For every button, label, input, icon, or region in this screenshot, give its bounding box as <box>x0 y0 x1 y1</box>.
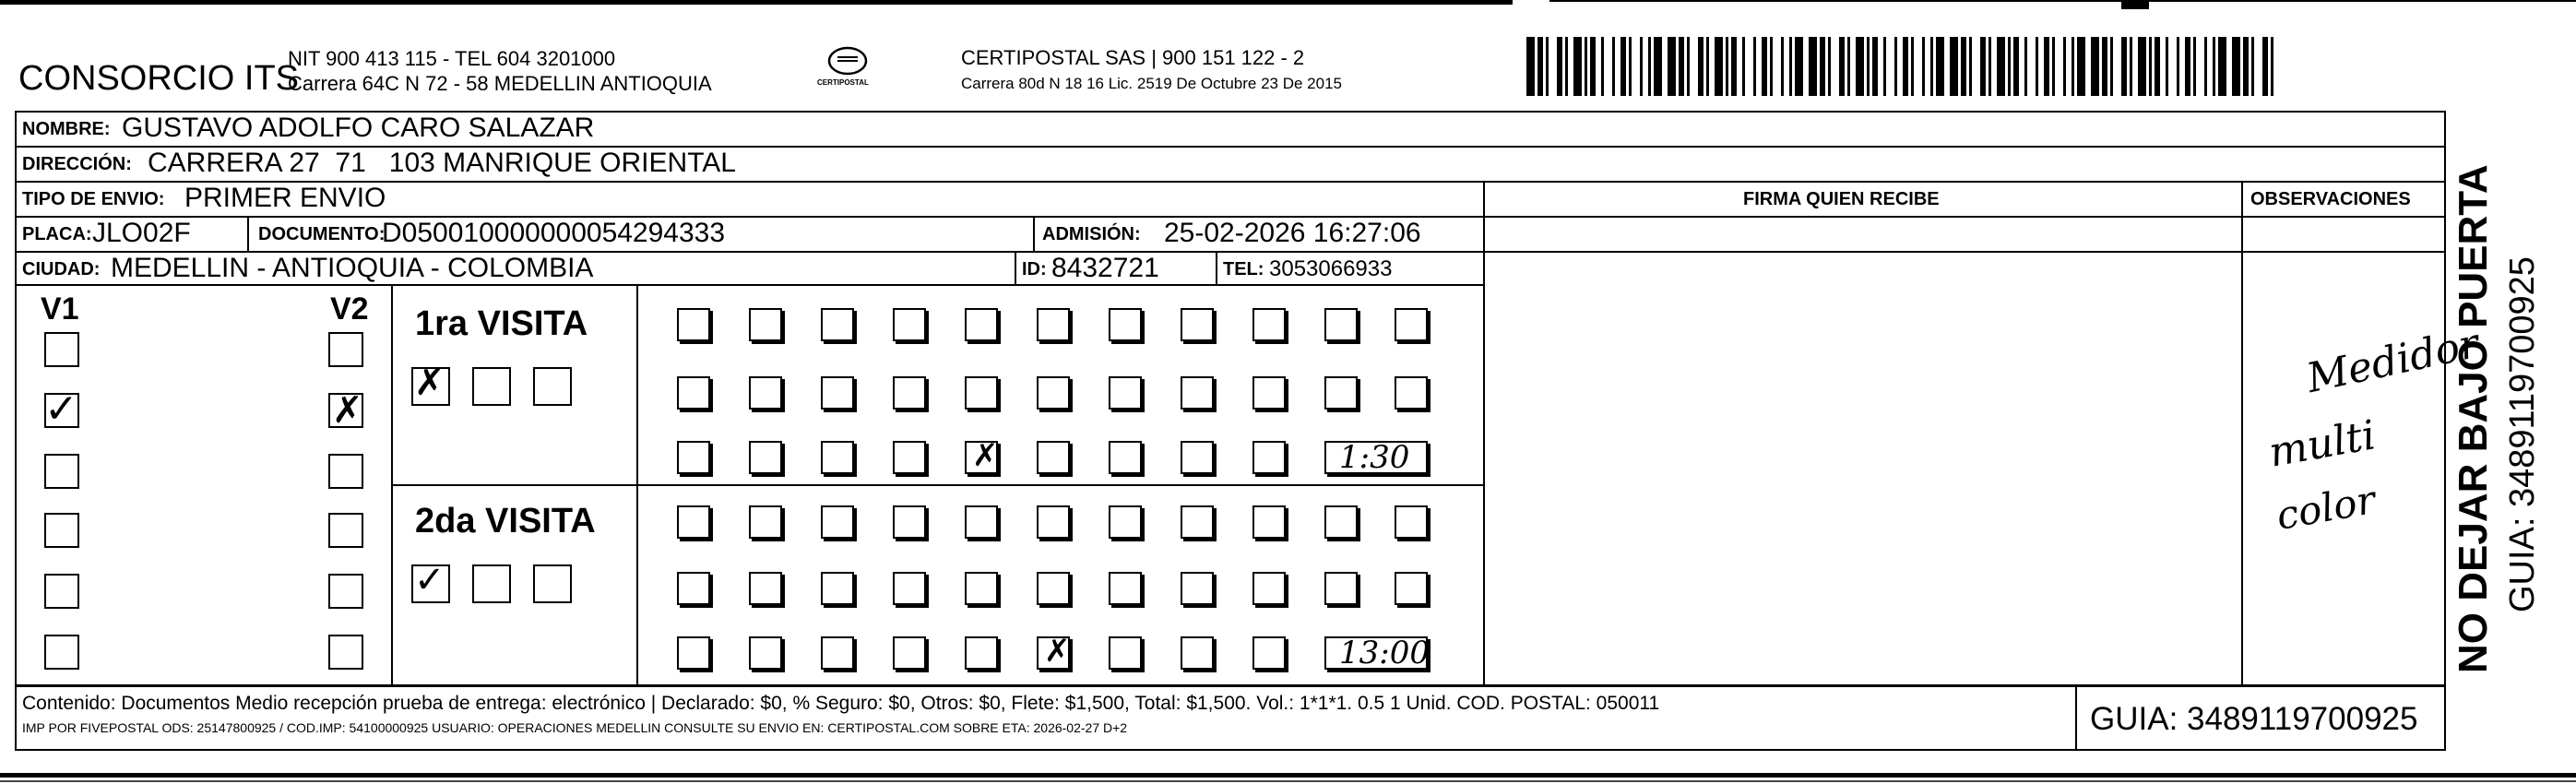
visit2-month-box[interactable] <box>411 559 450 603</box>
visit-separator <box>391 484 1485 486</box>
barcode-bar <box>1809 37 1817 96</box>
col-footer-guia <box>2075 684 2077 751</box>
cross-mark-icon: ✗ <box>972 437 999 474</box>
barcode-bar <box>2271 37 2273 96</box>
barcode-bar <box>2013 37 2019 96</box>
direccion-value: CARRERA 27 71 103 MANRIQUE ORIENTAL <box>148 148 736 178</box>
barcode-bar <box>1526 37 1535 96</box>
col-firma <box>1483 181 1485 686</box>
visit2-day-box[interactable] <box>749 505 782 539</box>
cross-mark-icon: ✗ <box>332 389 363 432</box>
barcode-bar <box>1668 37 1676 96</box>
visit1-day-box[interactable] <box>1037 441 1070 474</box>
company-nit: NIT 900 413 115 - TEL 604 3201000 <box>288 47 616 70</box>
bottom-edge-line <box>0 773 2576 778</box>
barcode-bar <box>2262 37 2268 96</box>
visit2-month-box[interactable] <box>472 564 511 603</box>
col-admision <box>1033 216 1035 251</box>
ciudad-value: MEDELLIN - ANTIOQUIA - COLOMBIA <box>111 253 594 283</box>
placa-value: JLO02F <box>92 218 191 248</box>
visit1-day-box[interactable] <box>1324 308 1358 341</box>
barcode-bar <box>1679 37 1684 96</box>
handwriting-line-2: multi <box>2265 411 2380 477</box>
barcode-bar <box>1936 37 1944 96</box>
visit1-day-box[interactable] <box>1395 376 1428 410</box>
barcode-bar <box>1629 37 1632 96</box>
status-v2-box[interactable] <box>328 635 363 670</box>
visit1-day-box[interactable] <box>1109 308 1142 341</box>
id-label: ID: <box>1022 259 1047 279</box>
admision-value: 25-02-2026 16:27:06 <box>1164 218 1421 248</box>
visit2-day-box[interactable] <box>749 572 782 605</box>
status-v2-box[interactable] <box>328 454 363 489</box>
visit2-day-box[interactable] <box>1109 505 1142 539</box>
nombre-value: GUSTAVO ADOLFO CARO SALAZAR <box>122 113 595 143</box>
barcode-bar <box>2177 37 2179 96</box>
top-edge-line-right <box>1549 0 2576 2</box>
visit1-day-box[interactable] <box>1109 441 1142 474</box>
status-v2-box[interactable] <box>328 513 363 548</box>
barcode-bar <box>1654 37 1662 96</box>
certipostal-logo <box>815 42 880 98</box>
barcode-bar <box>2024 37 2027 96</box>
barcode-bar <box>1961 37 1966 96</box>
barcode-bar <box>2110 37 2113 96</box>
row-line <box>1485 251 2446 253</box>
barcode-bar <box>1856 37 1864 96</box>
barcode-bar <box>2232 37 2240 96</box>
visit2-day-box[interactable] <box>893 505 926 539</box>
visit1-day-box[interactable] <box>1181 441 1214 474</box>
status-v2-box[interactable] <box>328 574 363 609</box>
footer-contenido: Contenido: Documentos Medio recepción prueba de entrega: electrónico | Declarado: $0, % Seguro: $0, Otros: $0, Flete: $1,500, Total: $1,500. Vol.: 1*1*1. 0.5 1 Unid. COD. POSTAL: 050011 <box>22 693 1660 714</box>
documento-value: D050010000000054294333 <box>382 218 726 248</box>
footer-imp: IMP POR FIVEPOSTAL ODS: 25147800925 / COD.IMP: 54100000925 USUARIO: OPERACIONES MEDELLIN CONSULTE SU ENVIO EN: CERTIPOSTAL.COM SOBRE ETA: 2026-02-27 D+2 <box>22 720 1128 735</box>
visit1-day-box[interactable] <box>1252 441 1286 474</box>
id-value: 8432721 <box>1051 253 1159 283</box>
check-mark-icon: ✓ <box>44 386 78 433</box>
visit2-day-box[interactable] <box>821 636 854 670</box>
visit1-day-box[interactable] <box>1252 308 1286 341</box>
barcode-bar <box>2102 37 2107 96</box>
visit2-day-box[interactable] <box>1181 505 1214 539</box>
visit2-day-box[interactable] <box>749 636 782 670</box>
visit1-day-box[interactable] <box>1109 376 1142 410</box>
barcode-bar <box>1687 37 1690 96</box>
barcode-bar <box>2251 37 2254 96</box>
barcode-bar <box>1795 37 1803 96</box>
barcode-bar <box>2121 37 2127 96</box>
barcode-bar <box>1546 37 1549 96</box>
visit2-day-box[interactable] <box>1181 636 1214 670</box>
second-visit-title: 2da VISITA <box>415 502 596 540</box>
visit1-month-box[interactable] <box>411 362 450 406</box>
visit2-day-box[interactable] <box>893 636 926 670</box>
barcode-bar <box>1537 37 1543 96</box>
barcode-bar <box>2155 37 2160 96</box>
visit1-day-box[interactable] <box>821 376 854 410</box>
visit2-day-box[interactable] <box>1324 572 1358 605</box>
visit1-time-box[interactable] <box>1324 441 1428 474</box>
tipo-envio-label: TIPO DE ENVIO: <box>22 189 165 209</box>
col-placa <box>247 216 249 251</box>
barcode-bar <box>1715 37 1723 96</box>
barcode-bar <box>1894 37 1897 96</box>
barcode-bar <box>1640 37 1643 96</box>
barcode-bar <box>1872 37 1878 96</box>
tipo-envio-value: PRIMER ENVIO <box>184 183 386 213</box>
visit2-day-box[interactable] <box>677 572 710 605</box>
top-right-mark <box>2121 2 2149 9</box>
v1-header: V1 <box>41 291 79 327</box>
barcode-bar <box>1847 37 1850 96</box>
visit2-day-box[interactable] <box>1252 636 1286 670</box>
barcode-bar <box>1557 37 1562 96</box>
barcode-bar <box>1820 37 1825 96</box>
visit2-day-box[interactable] <box>1109 636 1142 670</box>
direccion-label: DIRECCIÓN: <box>22 154 132 174</box>
barcode-bar <box>1922 37 1925 96</box>
barcode-bar <box>2036 37 2038 96</box>
handwriting-line-3: color <box>2273 477 2379 539</box>
visit2-day-box[interactable] <box>1037 505 1070 539</box>
barcode-bar <box>1828 37 1831 96</box>
visit2-day-box[interactable] <box>821 505 854 539</box>
firma-label: FIRMA QUIEN RECIBE <box>1743 189 1940 209</box>
status-v2-box[interactable] <box>328 389 363 432</box>
tel-value: 3053066933 <box>1269 256 1393 281</box>
top-edge-line <box>0 0 1513 5</box>
v2-header: V2 <box>330 291 369 327</box>
barcode-bar <box>1789 37 1792 96</box>
visit1-day-box[interactable] <box>893 308 926 341</box>
barcode-bar <box>1969 37 1972 96</box>
barcode <box>1526 37 2273 96</box>
visit2-day-box[interactable] <box>1037 633 1071 670</box>
barcode-bar <box>1997 37 2005 96</box>
visit2-day-box[interactable] <box>1324 505 1358 539</box>
certipostal-name: CERTIPOSTAL SAS | 900 151 122 - 2 <box>961 46 1305 69</box>
barcode-bar <box>1930 37 1933 96</box>
visit1-day-box[interactable] <box>821 441 854 474</box>
barcode-bar <box>2008 37 2011 96</box>
visit2-day-box[interactable] <box>1252 572 1286 605</box>
admision-label: ADMISIÓN: <box>1042 224 1141 244</box>
barcode-bar <box>2193 37 2196 96</box>
visit2-day-box[interactable] <box>1181 572 1214 605</box>
visit1-day-box[interactable] <box>677 308 710 341</box>
status-v1-box[interactable] <box>44 454 79 489</box>
logo-text: CERTIPOSTAL <box>817 78 869 87</box>
cross-mark-icon: ✗ <box>414 362 445 404</box>
status-v1-box[interactable] <box>44 574 79 609</box>
visit1-day-box[interactable] <box>1395 308 1428 341</box>
barcode-bar <box>1565 37 1568 96</box>
visit1-day-box[interactable] <box>677 376 710 410</box>
certipostal-address: Carrera 80d N 18 16 Lic. 2519 De Octubre 23 De 2015 <box>961 75 1342 92</box>
status-v1-box[interactable] <box>44 386 79 433</box>
barcode-bar <box>2213 37 2215 96</box>
barcode-bar <box>1706 37 1709 96</box>
barcode-bar <box>2149 37 2152 96</box>
barcode-bar <box>1883 37 1886 96</box>
visit2-day-box[interactable] <box>965 572 998 605</box>
barcode-bar <box>1903 37 1908 96</box>
visit1-day-box[interactable] <box>1324 376 1358 410</box>
visit1-day-box[interactable] <box>1037 376 1070 410</box>
visit1-day-box[interactable] <box>749 308 782 341</box>
barcode-bar <box>2063 37 2066 96</box>
visit1-day-box[interactable] <box>965 376 998 410</box>
check-mark-icon: ✓ <box>414 559 445 601</box>
status-v2-box[interactable] <box>328 332 363 367</box>
barcode-bar <box>2052 37 2055 96</box>
visit2-day-box[interactable] <box>1109 572 1142 605</box>
barcode-bar <box>1612 37 1615 96</box>
footer-guia: GUIA: 3489119700925 <box>2090 701 2418 737</box>
status-v1-box[interactable] <box>44 635 79 670</box>
visit1-day-box[interactable] <box>965 437 999 474</box>
tel-label: TEL: <box>1223 259 1264 279</box>
visit1-month-box[interactable] <box>472 367 511 406</box>
visit2-month-box[interactable] <box>533 564 572 603</box>
visit2-day-box[interactable] <box>1037 572 1070 605</box>
visit2-day-box[interactable] <box>677 505 710 539</box>
visit1-day-box[interactable] <box>1037 308 1070 341</box>
barcode-bar <box>2071 37 2074 96</box>
barcode-bar <box>2243 37 2249 96</box>
barcode-bar <box>1585 37 1587 96</box>
col-id <box>1015 251 1016 284</box>
row-line <box>15 284 1485 286</box>
visit2-day-box[interactable] <box>821 572 854 605</box>
visit2-day-box[interactable] <box>965 636 998 670</box>
visit1-day-box[interactable] <box>893 376 926 410</box>
barcode-bar <box>1781 37 1784 96</box>
barcode-bar <box>1911 37 1914 96</box>
visit1-day-box[interactable] <box>1181 308 1214 341</box>
observaciones-label: OBSERVACIONES <box>2250 189 2411 209</box>
barcode-bar <box>2218 37 2226 96</box>
barcode-bar <box>1590 37 1596 96</box>
ciudad-label: CIUDAD: <box>22 259 101 279</box>
barcode-bar <box>2091 37 2099 96</box>
barcode-bar <box>2204 37 2207 96</box>
visit1-time-value: 1:30 <box>1339 439 1410 476</box>
barcode-bar <box>1839 37 1845 96</box>
barcode-bar <box>1620 37 1626 96</box>
company-address: Carrera 64C N 72 - 58 MEDELLIN ANTIOQUIA <box>288 72 712 95</box>
visit1-day-box[interactable] <box>677 441 710 474</box>
barcode-bar <box>2185 37 2190 96</box>
status-v1-box[interactable] <box>44 513 79 548</box>
visit1-day-box[interactable] <box>893 441 926 474</box>
barcode-bar <box>1753 37 1756 96</box>
barcode-bar <box>1648 37 1651 96</box>
documento-label: DOCUMENTO: <box>258 224 386 244</box>
row-line <box>15 684 2446 687</box>
visit2-day-box[interactable] <box>677 636 710 670</box>
visit2-day-box[interactable] <box>893 572 926 605</box>
visit1-month-box[interactable] <box>533 367 572 406</box>
cross-mark-icon: ✗ <box>1044 633 1071 670</box>
visit2-day-box[interactable] <box>1395 505 1428 539</box>
visit1-day-box[interactable] <box>1252 376 1286 410</box>
handwriting-line-1: Medidor <box>2302 319 2484 403</box>
barcode-bar <box>2166 37 2168 96</box>
visit2-day-box[interactable] <box>965 505 998 539</box>
visit2-day-box[interactable] <box>1395 572 1428 605</box>
barcode-bar <box>1770 37 1773 96</box>
barcode-bar <box>1731 37 1737 96</box>
bottom-edge-line-2 <box>0 780 2576 782</box>
col-observaciones <box>2241 181 2243 686</box>
barcode-bar <box>2130 37 2132 96</box>
visit2-time-box[interactable] <box>1324 636 1428 670</box>
barcode-bar <box>1867 37 1870 96</box>
visit2-day-box[interactable] <box>1252 505 1286 539</box>
barcode-bar <box>1601 37 1604 96</box>
side-no-dejar: NO DEJAR BAJO PUERTA <box>2451 164 2496 673</box>
barcode-bar <box>2044 37 2049 96</box>
company-name: CONSORCIO ITS <box>18 59 300 98</box>
visit1-day-box[interactable] <box>965 308 998 341</box>
placa-label: PLACA: <box>22 224 92 244</box>
nombre-label: NOMBRE: <box>22 119 111 139</box>
barcode-bar <box>1980 37 1986 96</box>
barcode-bar <box>1698 37 1703 96</box>
barcode-bar <box>1573 37 1582 96</box>
barcode-bar <box>1762 37 1767 96</box>
barcode-bar <box>1950 37 1958 96</box>
barcode-bar <box>1726 37 1728 96</box>
barcode-bar <box>1742 37 1745 96</box>
barcode-bar <box>2138 37 2146 96</box>
visit1-day-box[interactable] <box>821 308 854 341</box>
visit1-day-box[interactable] <box>1181 376 1214 410</box>
side-guia: GUIA: 3489119700925 <box>2503 256 2542 612</box>
visit1-day-box[interactable] <box>749 376 782 410</box>
visit1-day-box[interactable] <box>749 441 782 474</box>
first-visit-title: 1ra VISITA <box>415 304 588 343</box>
barcode-bar <box>2077 37 2085 96</box>
col-tel <box>1216 251 1217 284</box>
status-v1-box[interactable] <box>44 332 79 367</box>
barcode-bar <box>1988 37 1991 96</box>
visit2-time-value: 13:00 <box>1339 635 1430 671</box>
